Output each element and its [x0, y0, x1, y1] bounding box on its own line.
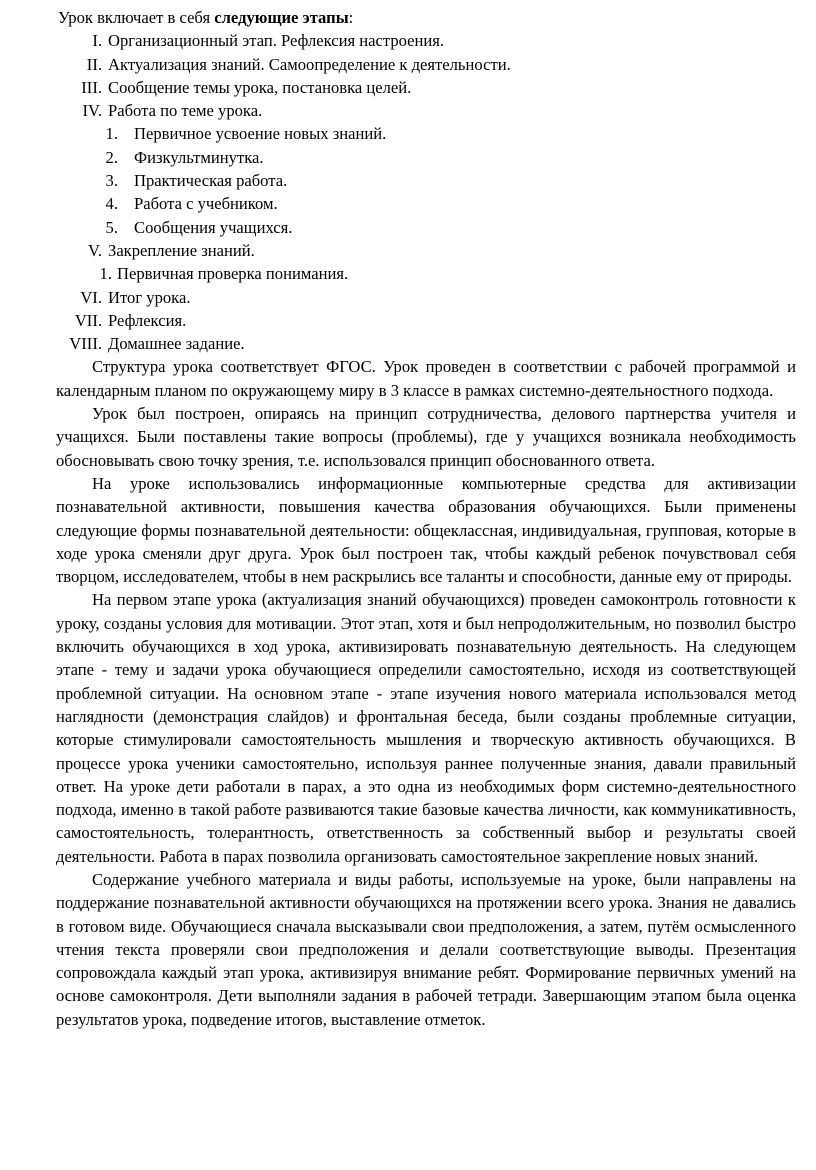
lesson-stages-outline: [56, 29, 798, 122]
sublist-label: Работа с учебником.: [134, 194, 278, 214]
document-body: [56, 6, 798, 1031]
lesson-stages-outline-tail: [56, 286, 798, 356]
sublist-item: [56, 262, 798, 285]
sublist-label: Сообщения учащихся.: [134, 217, 293, 237]
intro-text-after: :: [348, 8, 354, 27]
outline-item: [56, 309, 798, 332]
outline-label: Актуализация знаний. Самоопределение к деятельности.: [108, 54, 511, 74]
outline-marker: VII.: [74, 310, 102, 330]
outline-marker: II.: [86, 54, 102, 74]
outline-item: [56, 99, 798, 122]
sublist-marker: 2.: [105, 147, 118, 167]
outline-label: Сообщение темы урока, постановка целей.: [108, 77, 412, 97]
outline-marker: V.: [88, 240, 102, 260]
outline-label: Итог урока.: [108, 287, 191, 307]
outline-marker: I.: [92, 31, 102, 51]
outline-marker: IV.: [82, 101, 102, 121]
lesson-stage-5-sublist: [56, 262, 798, 285]
sublist-marker: 4.: [105, 194, 118, 214]
sublist-marker: 1.: [99, 264, 112, 284]
sublist-item: [56, 192, 798, 215]
sublist-item: [56, 216, 798, 239]
sublist-marker: 3.: [105, 171, 118, 191]
outline-item: [56, 286, 798, 309]
lesson-stage-4-sublist: [56, 122, 798, 238]
intro-text-before: Урок включает в себя: [58, 8, 215, 27]
outline-item: [56, 332, 798, 355]
outline-label: Работа по теме урока.: [108, 101, 263, 121]
sublist-marker: 1.: [105, 124, 118, 144]
sublist-label: Практическая работа.: [134, 171, 288, 191]
intro-text-bold: следующие этапы: [214, 8, 349, 27]
sublist-label: Первичная проверка понимания.: [117, 264, 349, 284]
body-paragraph: На уроке использовались информационные компьютерные средства для активизации познавательной активности, повышения качества образования обучающихся. Были применены следующие формы познавательной деятельности: общеклассная, индивидуальная, групповая, которые в ходе урока сменяли друг друга. Урок был построен так, чтобы каждый ребенок почувствовал себя творцом, исследователем, чтобы в нем раскрылись все таланты и способности, данные ему от природы.: [56, 473, 796, 587]
outline-marker: VI.: [80, 287, 102, 307]
sublist-item: [56, 146, 798, 169]
body-paragraph: Структура урока соответствует ФГОС. Урок проведен в соответствии с рабочей программой и календарным планом по окружающему миру в 3 классе в рамках системно-деятельностного подхода.: [56, 357, 796, 400]
lesson-stages-outline-continued: [56, 239, 798, 262]
outline-label: Организационный этап. Рефлексия настроения.: [108, 31, 445, 51]
outline-label: Домашнее задание.: [108, 334, 245, 354]
body-paragraph: На первом этапе урока (актуализация знаний обучающихся) проведен самоконтроль готовности к уроку, созданы условия для мотивации. Этот этап, хотя и был непродолжительным, но позволил быстро включить обучающихся в ход урока, активизировать познавательную деятельность. На следующем этапе - тему и задачи урока обучающиеся определили самостоятельно, исходя из соответствующей проблемной ситуации. На основном этапе - этапе изучения нового материала использовался метод наглядности (демонстрация слайдов) и фронтальная беседа, были созданы проблемные ситуации, которые стимулировали самостоятельность мышления и творческую активность обучающихся. В процессе урока ученики самостоятельно, используя раннее полученные знания, давали правильный ответ. На уроке дети работали в парах, а это одна из необходимых форм системно-деятельностного подхода, именно в такой работе развиваются такие базовые качества личности, как коммуникативность, самостоятельность, толерантность, ответственность за собственный выбор и результаты своей деятельности. Работа в парах позволила организовать самостоятельное закрепление новых знаний.: [56, 590, 796, 866]
outline-item: [56, 239, 798, 262]
sublist-marker: 5.: [105, 217, 118, 237]
outline-marker: VIII.: [69, 334, 102, 354]
outline-label: Закрепление знаний.: [108, 240, 255, 260]
sublist-label: Первичное усвоение новых знаний.: [134, 124, 387, 144]
sublist-item: [56, 122, 798, 145]
outline-marker: III.: [81, 77, 102, 97]
outline-item: [56, 29, 798, 52]
body-paragraph: Урок был построен, опираясь на принцип сотрудничества, делового партнерства учителя и учащихся. Были поставлены такие вопросы (проблемы), где у учащихся возникала необходимость обосновывать свою точку зрения, т.е. использовался принцип обоснованного ответа.: [56, 404, 796, 470]
sublist-item: [56, 169, 798, 192]
outline-label: Рефлексия.: [108, 310, 187, 330]
body-paragraph: Содержание учебного материала и виды работы, используемые на уроке, были направлены на поддержание познавательной активности обучающихся на протяжении всего урока. Знания не давались в готовом виде. Обучающиеся сначала высказывали свои предположения, а затем, путём осмысленного чтения текста проверяли свои предположения и делали соответствующие выводы. Презентация сопровождала каждый этап урока, активизируя внимание ребят. Формирование первичных умений на основе самоконтроля. Дети выполняли задания в рабочей тетради. Завершающим этапом была оценка результатов урока, подведение итогов, выставление отметок.: [56, 869, 796, 1029]
sublist-label: Физкультминутка.: [134, 147, 264, 167]
intro-heading: [56, 6, 798, 29]
outline-item: [56, 53, 798, 76]
outline-item: [56, 76, 798, 99]
